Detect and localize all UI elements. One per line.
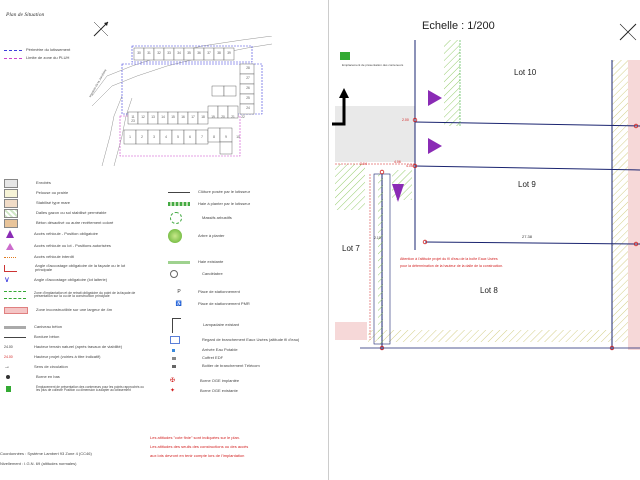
lot8-label: Lot 8 [480, 286, 498, 295]
legend-plu: Limite de zone du PLUH [26, 55, 70, 60]
lot-num: 14 [161, 115, 165, 119]
lot-num: 13 [151, 115, 155, 119]
attention-line: pour la détermination de la hauteur de la dalle de la construction. [400, 263, 504, 268]
legend-item: Massifs arbustifs [202, 215, 232, 220]
coordinate-notes [0, 452, 150, 466]
altitude-label: 4.06 [394, 160, 401, 164]
legend-item: Accès véhicule interdit [34, 254, 74, 259]
legend-item: Coffret EDF [202, 355, 224, 360]
lot-num: 23 [131, 118, 135, 123]
lot7-label: Lot 7 [342, 244, 360, 253]
situation-lots-right [241, 67, 255, 117]
legend-item: Zone inconstructible sur une largeur de 4m [36, 307, 113, 312]
lot-num: 31 [147, 51, 151, 55]
legend-item: Clôture posée par le lotisseur [198, 189, 251, 194]
north-arrow-icon [618, 22, 638, 42]
lot-num: 11 [131, 115, 135, 119]
lot-num: 25 [246, 96, 250, 100]
warning-line: Les altitudes "cote finie" sont indiquées sur le plan. [150, 435, 241, 440]
lot-num: 20 [221, 115, 225, 119]
situation-lots-bottom [124, 136, 244, 140]
plu-line-swatch [4, 58, 22, 59]
detail-panel [330, 0, 640, 480]
attention-note [400, 258, 540, 268]
legend-item: Béton désactivé ou autre revêtement coloré [36, 220, 114, 225]
lot-num: 6 [189, 135, 191, 139]
lot-num: 4 [165, 135, 167, 139]
legend-perimeter: Périmètre du lotissement [26, 47, 71, 52]
lamp-icon [172, 318, 181, 333]
legend-item: Place de stationnement [198, 289, 240, 294]
lot-num: 37 [207, 51, 211, 55]
lot-num: 26 [246, 86, 250, 90]
legend-item: Angle d'accostage obligatoire de la façade ou le lot principale [35, 263, 126, 272]
altitude-label: 2.10 [374, 236, 381, 240]
lot-num: 7 [201, 135, 203, 139]
note-coordinates: Coordonnées : Système Lambert 93 Zone 4 (CC46) [0, 451, 92, 456]
warning-line: Les altitudes des seuils des constructions ou des accès [150, 444, 249, 449]
legend-item: Accès véhicule ou lot - Positions autorisées [34, 243, 111, 248]
legend-item: Angle d'accostage obligatoire (lot laiterie) [34, 277, 108, 282]
plan-drawing [330, 40, 640, 360]
altitude-label: 4.05 [406, 164, 413, 168]
dimension-label: 27.38 [522, 234, 533, 239]
lot-num: 36 [197, 51, 201, 55]
lot-num: 38 [217, 51, 221, 55]
legend-item: Caniveau béton [34, 324, 63, 329]
warning-line: aux lots devront en tenir compte lors de l'implantation [150, 453, 245, 458]
legend-item: Haie à planter par le lotisseur [198, 201, 251, 206]
legend-item: Candélabre [202, 271, 223, 276]
lot-num: 1 [129, 135, 131, 139]
legend-item: Hauteur projet (voiries à titre indicatif) [34, 354, 101, 359]
legend-item: Enrobés [36, 180, 51, 185]
situation-street-label: Impasse de la Jonchère [88, 68, 108, 98]
lot-num: 8 [213, 135, 215, 139]
lot-num: 24 [246, 106, 250, 110]
lot-num: 5 [177, 135, 179, 139]
attention-line: Attention à l'altitude projet du fil d'eau de la boîte Eaux Usées [400, 257, 498, 261]
lot-num: 39 [227, 51, 231, 55]
legend-item: Hauteur terrain naturel (après travaux de viabilité) [34, 344, 123, 349]
altitude-warning [150, 436, 325, 458]
situation-title: Plan de Situation [6, 12, 45, 18]
lot-num: 2 [141, 135, 143, 139]
situation-lots-top [134, 52, 236, 56]
legend-item: Stabilisé type mare [36, 200, 71, 205]
legend-left: Enrobés Pelouse ou prairie Stabilisé type mare Dalles gazon ou sol stabilisé perméable Béton désactivé ou autre revêtement coloré Accès véhicule - Position obligatoire Accès véhicule ou lot - Positions autorisées Accès véhicule interdit Angle d'accostage obligatoire de la façade ou le lot principale ∨ Angle d'accostage obligatoire (lot laiterie) Zone d'implantation et de retrait obligatoire du point de la façade de présentation sur la ou de la construction principale Zone inconstructible sur une largeur de 4m Caniveau béton Bordure béton 24.00 Hauteur terrain naturel (après travaux de viabilité) 24.00 Hauteur projet (voiries à titre indicatif) → Sens de circulation Borne en bas Emplacement de présentation des conteneurs pour les points rapprochés ou les plus de collecte Position ou dimension à adapter au lotissement [4, 178, 154, 396]
lot-num: 10 [236, 135, 240, 139]
lot-num: 15 [171, 115, 175, 119]
altitude-label: 2.00 [402, 118, 409, 122]
legend-item: Sens de circulation [34, 364, 68, 369]
legend-item: Arbre à planter [198, 233, 225, 238]
lot-num: 3 [153, 135, 155, 139]
lot-num: 32 [157, 51, 161, 55]
lot-num: 33 [167, 51, 171, 55]
lot-num: 12 [141, 115, 145, 119]
lot-num: 18 [201, 115, 205, 119]
legend-middle: Clôture posée par le lotisseur Haie à planter par le lotisseur Massifs arbustifs Arbre à planter Haie existante Candélabre P Place de stationnement ♿ Place de stationnement PMR Lampadaire existant Regard de branchement Eaux Usées (altitude fil d'eau) Arrivée Eau Potable Coffret EDF Boitier de branchement Télécom ✠ Borne OGE implantée ✦ Borne OGE existante [170, 189, 300, 394]
scale-label: Echelle : 1/200 [422, 20, 495, 32]
lot9-label: Lot 9 [518, 180, 536, 189]
legend-item: Arrivée Eau Potable [202, 347, 238, 352]
legend-item: Haie existante [198, 259, 224, 264]
altitude-label: 2.04 [360, 162, 367, 166]
situation-legend [4, 48, 104, 60]
note-leveling: Nivellement : I.G.N. 69 (altitudes normales) [0, 461, 77, 466]
panel-divider [328, 0, 329, 480]
legend-item: Regard de branchement Eaux Usées (altitude fil d'eau) [202, 337, 300, 342]
lot-num: 9 [225, 135, 227, 139]
lot-num: 21 [231, 115, 235, 119]
legend-item: Borne OGE existante [200, 388, 238, 393]
legend-item: Dalles gazon ou sol stabilisé perméable [36, 210, 107, 215]
lot-num: 27 [246, 76, 250, 80]
lot-num: 28 [246, 66, 250, 70]
legend-item: Borne OGE implantée [200, 378, 240, 383]
lot-num: 16 [181, 115, 185, 119]
lot-num: 30 [137, 51, 141, 55]
lot-num: 22 [241, 115, 245, 119]
container-box-label: Emplacement de présentation des conteneurs [342, 63, 404, 67]
legend-item: Borne en bas [36, 374, 60, 379]
legend-item: Place de stationnement PMR [198, 301, 250, 306]
lot-num: 35 [187, 51, 191, 55]
situation-lots-mid [128, 116, 248, 123]
legend-item: Emplacement de présentation des conteneurs pour les points rapprochés ou les plus de collecte Position ou dimension à adapter au lotissement [36, 384, 144, 392]
lot-num: 19 [211, 115, 215, 119]
legend-item: Boitier de branchement Télécom [202, 363, 260, 368]
lot10-label: Lot 10 [514, 68, 537, 77]
tree-icon [168, 229, 182, 243]
legend-item: Pelouse ou prairie [36, 190, 69, 195]
legend-item: Accès véhicule - Position obligatoire [34, 231, 99, 236]
lot-num: 34 [177, 51, 181, 55]
legend-item: Bordure béton [34, 334, 60, 339]
perimeter-line-swatch [4, 50, 22, 51]
legend-item: Zone d'implantation et de retrait obligatoire du point de la façade de présentation sur la ou de la construction principale [34, 290, 136, 298]
legend-item: Lampadaire existant [203, 322, 240, 327]
lot-num: 17 [191, 115, 195, 119]
